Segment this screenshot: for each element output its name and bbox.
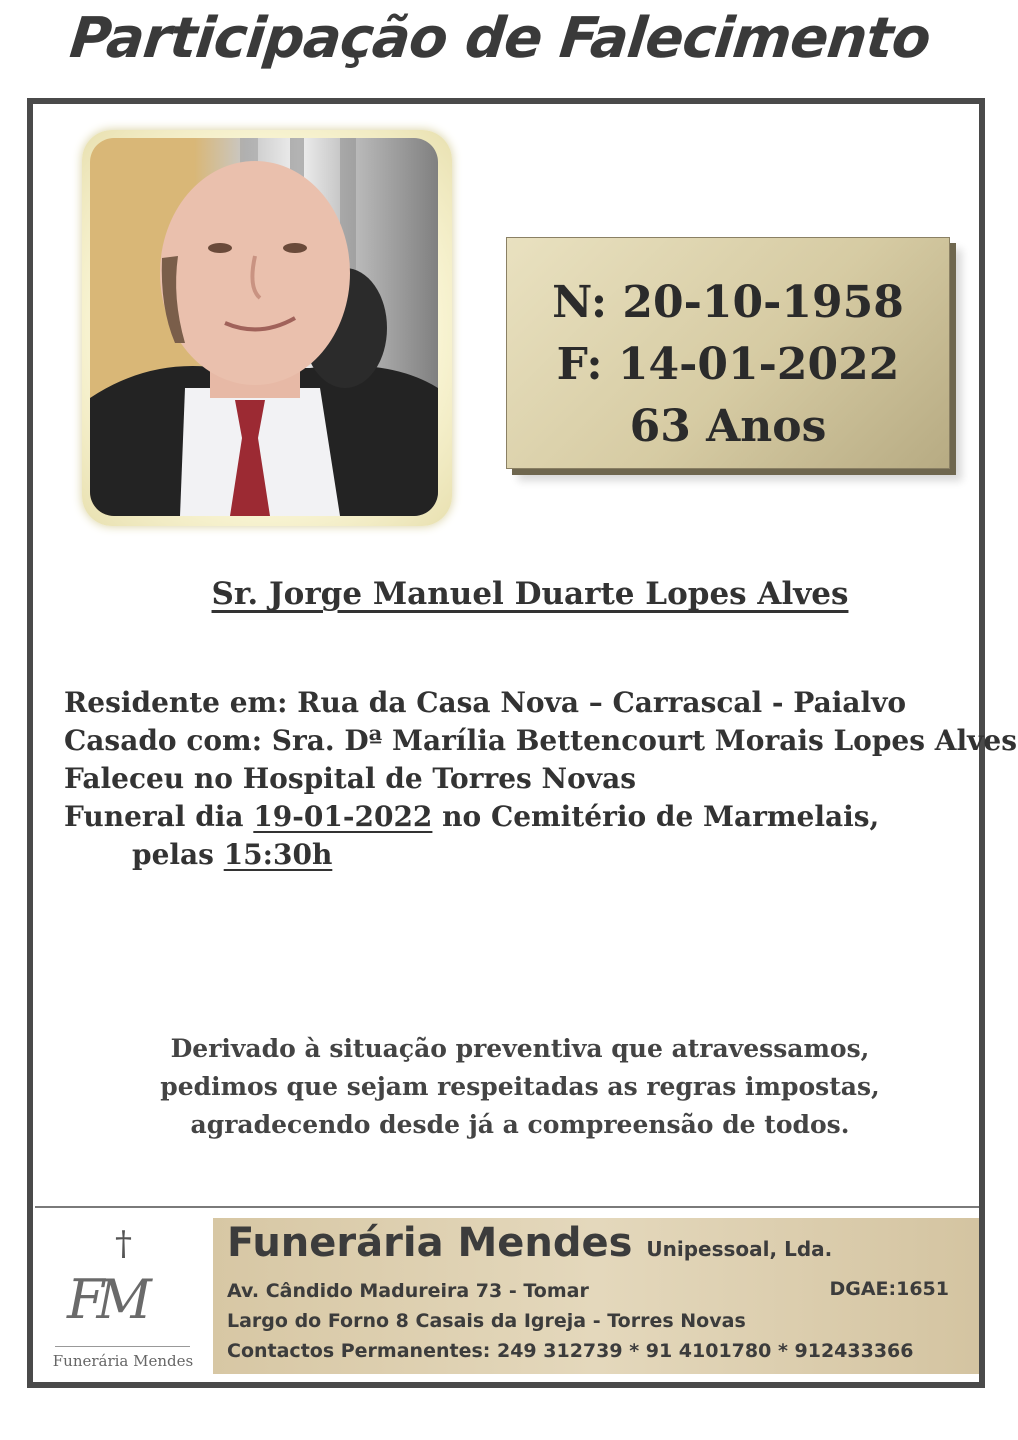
portrait-photo [90, 138, 438, 516]
place-of-death-line: Faleceu no Hospital de Torres Novas [64, 762, 636, 795]
funeral-line [64, 798, 974, 836]
notice-line-2: pedimos que sejam respeitadas as regras impostas, [160, 1072, 880, 1101]
monogram-logo: FM [67, 1268, 144, 1331]
covid-notice [0, 1030, 1018, 1144]
funeral-time-line [64, 836, 974, 874]
funeral-date: 19-01-2022 [253, 800, 433, 833]
company-info-box [213, 1218, 979, 1374]
dgae-number: DGAE:1651 [829, 1278, 949, 1300]
deceased-name: Sr. Jorge Manuel Duarte Lopes Alves [211, 576, 849, 612]
death-date: F: 14-01-2022 [556, 339, 900, 390]
details-block [64, 684, 1017, 874]
funeral-time: 15:30h [223, 838, 333, 871]
cross-icon: † [115, 1224, 132, 1264]
company-name-line [227, 1220, 832, 1266]
funeral-home-logo [37, 1218, 207, 1373]
portrait-illustration [90, 138, 438, 516]
address-tomar: Av. Cândido Madureira 73 - Tomar [227, 1280, 589, 1302]
age: 63 Anos [629, 401, 827, 452]
dates-plaque [506, 237, 950, 469]
company-name: Funerária Mendes [227, 1220, 633, 1266]
spouse-line: Casado com: Sra. Dª Marília Bettencourt Morais Lopes Alves [64, 724, 1017, 757]
residence-line: Residente em: Rua da Casa Nova – Carrascal - Paialvo [64, 686, 907, 719]
portrait-photo-frame [82, 130, 452, 526]
logo-text: Funerária Mendes [52, 1352, 194, 1370]
notice-line-3: agradecendo desde já a compreensão de todos. [190, 1110, 850, 1139]
time-prefix: pelas [132, 838, 224, 871]
company-suffix: Unipessoal, Lda. [646, 1237, 833, 1261]
birth-date: N: 20-10-1958 [552, 277, 904, 328]
funeral-prefix: Funeral dia [64, 800, 254, 833]
logo-divider [55, 1346, 190, 1347]
address-torres-novas: Largo do Forno 8 Casais da Igreja - Torres Novas [227, 1310, 746, 1332]
notice-line-1: Derivado à situação preventiva que atravessamos, [170, 1034, 870, 1063]
page-title: Participação de Falecimento [66, 6, 934, 71]
funeral-location: no Cemitério de Marmelais, [432, 800, 880, 833]
contacts-line: Contactos Permanentes: 249 312739 * 91 4101780 * 912433366 [227, 1340, 914, 1362]
funeral-home-footer [35, 1206, 979, 1378]
